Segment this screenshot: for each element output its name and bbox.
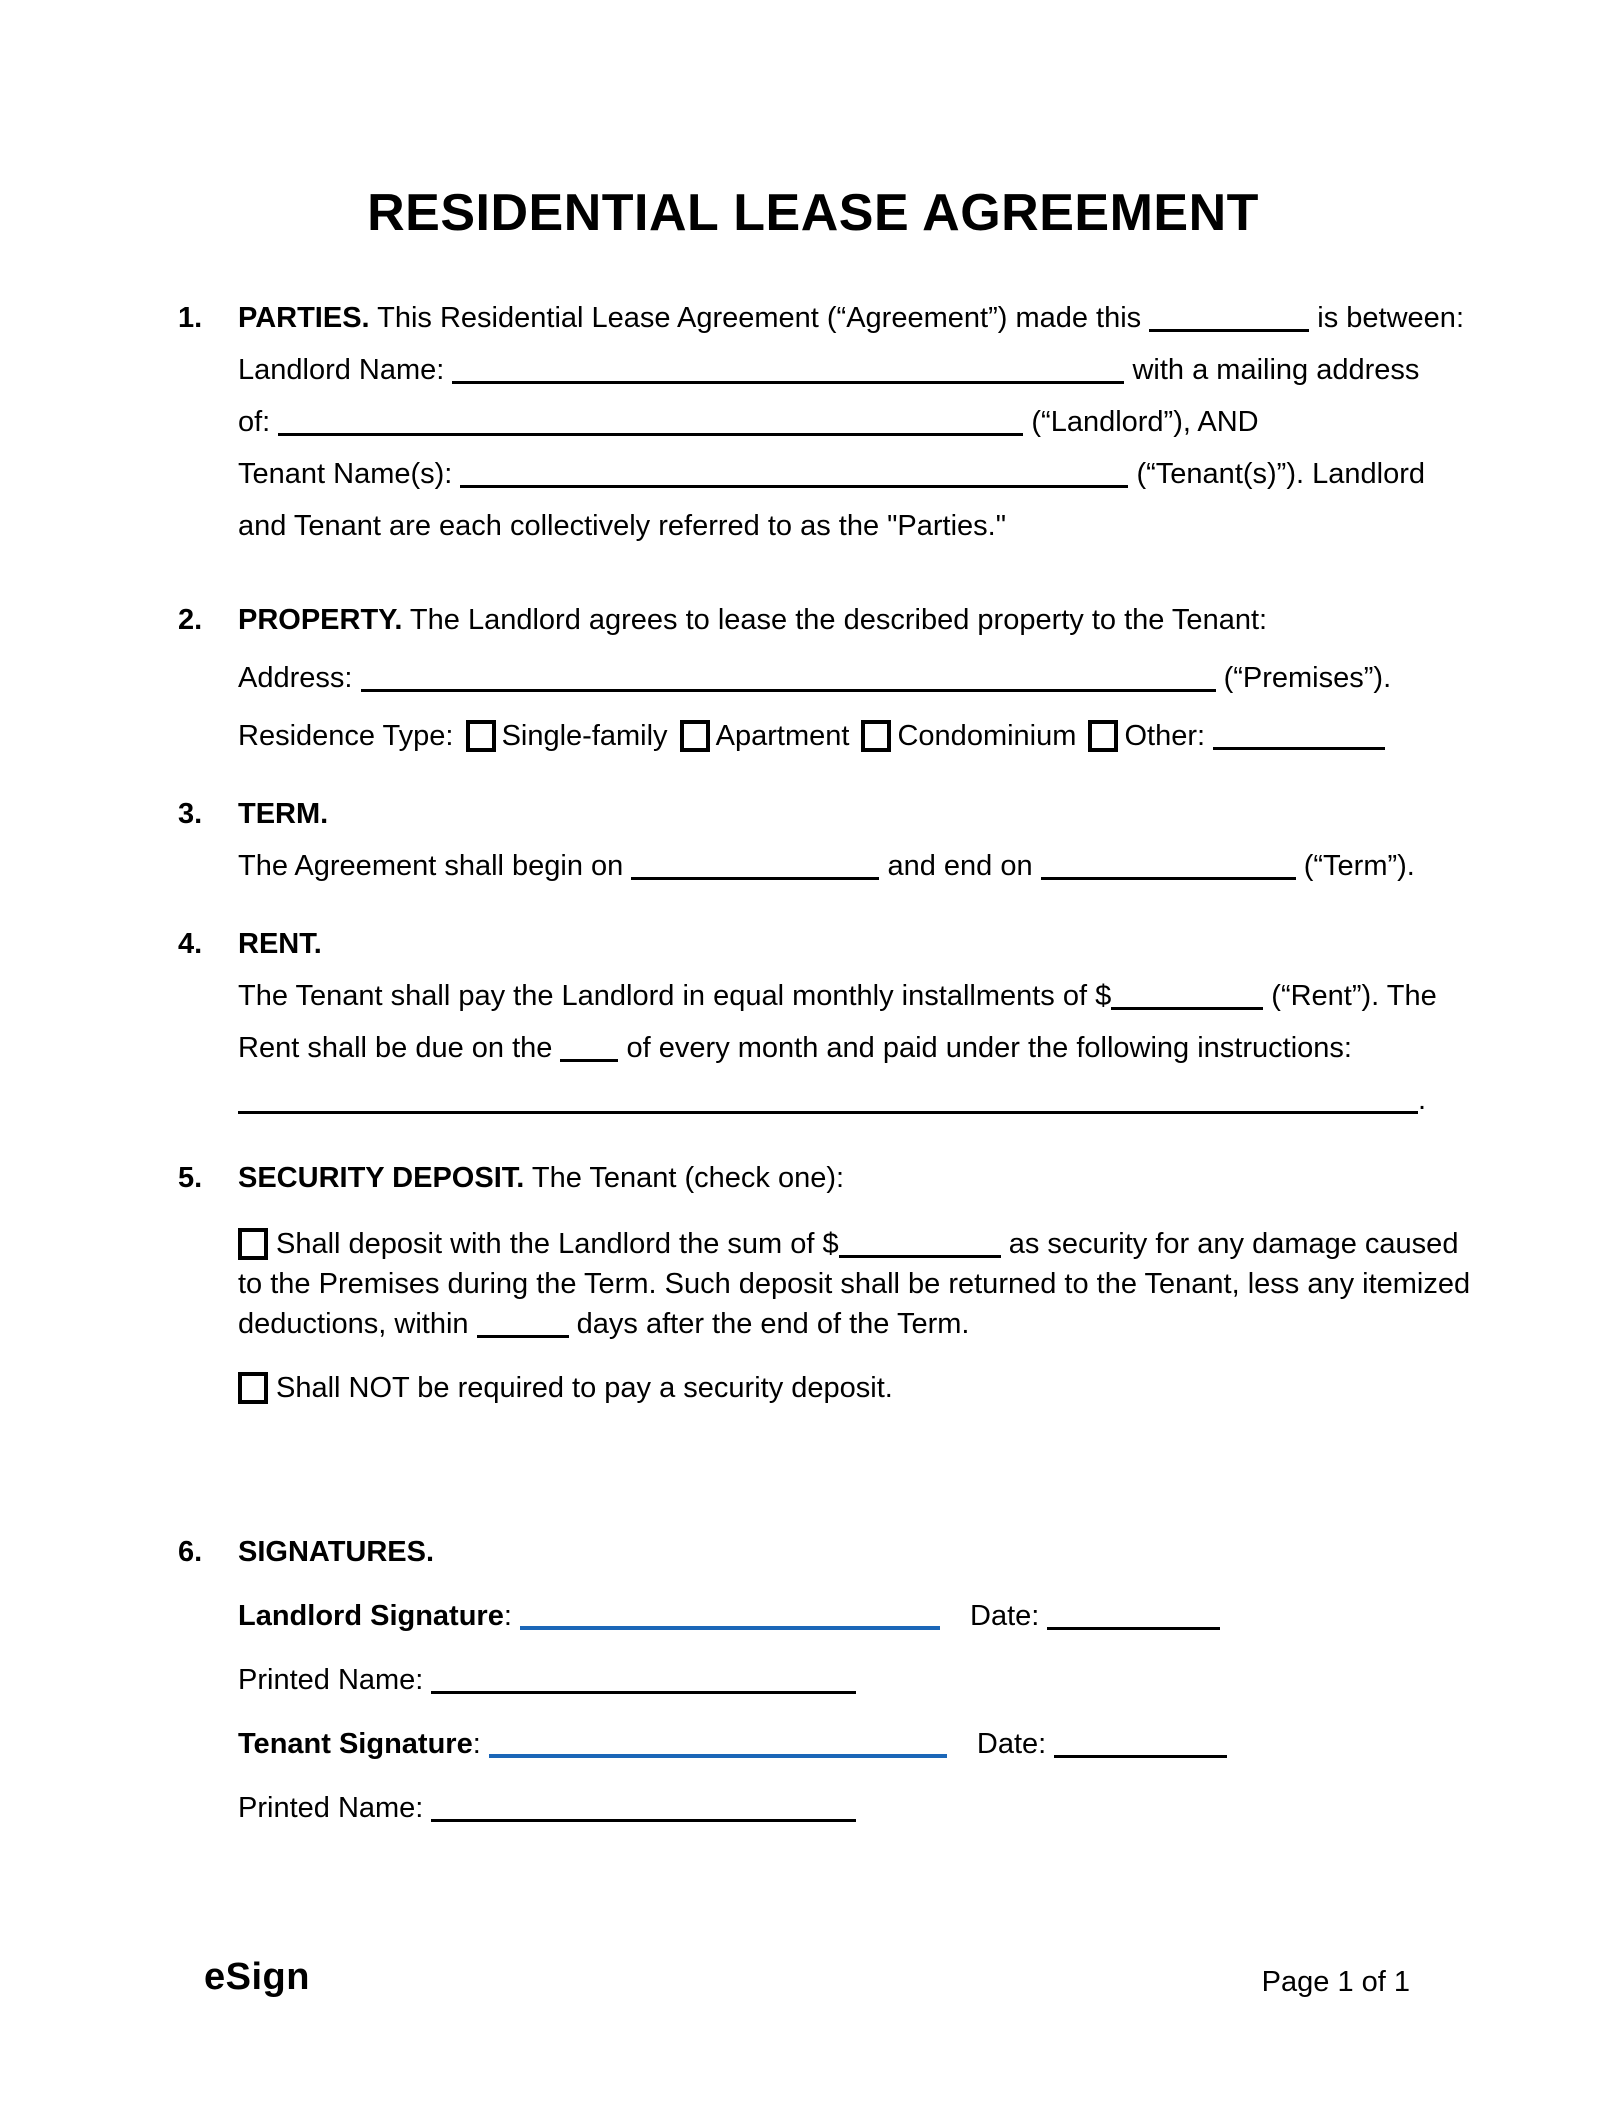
section-number: 1. [178,302,203,334]
landlord-address-suffix: (“Landlord”), AND [1031,406,1259,438]
parties-line-2 [238,344,1448,396]
parties-line-4 [238,448,1448,500]
tenant-signature-line[interactable] [489,1754,947,1758]
checkbox-other[interactable] [1088,720,1118,752]
section-heading: SIGNATURES. [238,1536,435,1568]
blank-tenant-names[interactable] [460,485,1128,488]
rent-due-line [238,1022,1448,1074]
blank-residence-other[interactable] [1213,747,1385,750]
section-number: 2. [178,604,203,636]
deposit-text-3: to the Premises during the Term. Such deposit shall be returned to the Tenant, less any itemized [238,1268,1471,1300]
blank-tenant-date[interactable] [1054,1755,1227,1758]
tenant-names-label: Tenant Name(s): [238,458,453,490]
blank-property-address[interactable] [361,689,1216,692]
blank-tenant-printed-name[interactable] [431,1819,856,1822]
property-intro-text: The Landlord agrees to lease the described property to the Tenant: [409,604,1268,636]
option-label-single-family: Single-family [501,720,668,752]
deposit-option-line-2 [238,1264,1471,1304]
checkbox-apartment[interactable] [680,720,710,752]
tenant-printed-label: Printed Name: [238,1792,424,1824]
checkbox-condominium[interactable] [861,720,891,752]
section-heading: RENT. [238,928,322,960]
security-intro-text: The Tenant (check one): [531,1162,845,1194]
section-term [178,788,1448,892]
rent-due-text: Rent shall be due on the [238,1032,553,1064]
blank-deposit-return-days[interactable] [477,1335,569,1338]
checkbox-deposit-required[interactable] [238,1228,268,1260]
section-heading: PARTIES. [238,302,370,334]
checkbox-single-family[interactable] [466,720,496,752]
landlord-name-suffix: with a mailing address [1132,354,1420,386]
blank-agreement-date[interactable] [1149,329,1309,332]
option-label-condominium: Condominium [897,720,1077,752]
label-colon: : [503,1600,512,1632]
esign-logo: eSign [204,1956,310,1998]
landlord-printed-name-row [238,1654,1448,1706]
tenant-signature-row [238,1718,1448,1770]
parties-intro-text: This Residential Lease Agreement (“Agreement”) made this [377,302,1142,334]
section-heading: PROPERTY. [238,604,403,636]
section-number: 5. [178,1162,203,1194]
parties-line-3 [238,396,1448,448]
deposit-text-4: deductions, within [238,1308,469,1340]
blank-term-start-date[interactable] [631,877,879,880]
rent-heading-line [238,918,1448,970]
blank-landlord-address[interactable] [278,433,1023,436]
address-label: Address: [238,662,353,694]
parties-intro-tail: is between: [1317,302,1464,334]
property-heading-line [238,594,1448,646]
rent-amount-suffix: (“Rent”). The [1271,980,1437,1012]
option-label-apartment: Apartment [715,720,850,752]
option-label-other: Other: [1124,720,1206,752]
tenant-names-suffix: (“Tenant(s)”). Landlord [1136,458,1425,490]
section-heading: SECURITY DEPOSIT. [238,1162,525,1194]
landlord-signature-row [238,1590,1448,1642]
section-security-deposit [178,1152,1471,1408]
residence-type-line [238,710,1448,762]
deposit-option-line-1 [238,1224,1459,1264]
section-property [178,594,1448,762]
blank-deposit-amount[interactable] [839,1255,1001,1258]
deposit-option-required [238,1224,1471,1344]
label-colon: : [472,1728,481,1760]
parties-line-5 [238,500,1448,552]
footer-page-number: Page 1 of 1 [1261,1966,1410,1998]
deposit-text-5: days after the end of the Term. [576,1308,970,1340]
section-heading: TERM. [238,798,329,830]
term-suffix: (“Term”). [1303,850,1415,882]
term-begin-text: The Agreement shall begin on [238,850,624,882]
term-dates-line [238,840,1448,892]
section-signatures [178,1526,1448,1834]
tenant-printed-name-row [238,1782,1448,1834]
deposit-option-line-3 [238,1304,1448,1344]
deposit-text-1: Shall deposit with the Landlord the sum of $ [276,1228,839,1260]
deposit-text-2: as security for any damage caused [1008,1228,1459,1260]
blank-landlord-name[interactable] [452,381,1124,384]
landlord-printed-label: Printed Name: [238,1664,424,1696]
landlord-signature-line[interactable] [520,1626,940,1630]
rent-amount-text: The Tenant shall pay the Landlord in equal monthly installments of $ [238,980,1112,1012]
instructions-period: . [1418,1084,1427,1116]
blank-rent-amount[interactable] [1111,1007,1263,1010]
deposit-option-none [238,1368,1448,1408]
term-heading-line [238,788,1448,840]
parties-closing-text: and Tenant are each collectively referred to as the "Parties." [238,510,1007,542]
landlord-address-label: of: [238,406,271,438]
section-number: 6. [178,1536,203,1568]
blank-payment-instructions[interactable] [238,1111,1418,1114]
rent-instructions-line [238,1074,1448,1126]
tenant-date-label: Date: [976,1728,1047,1760]
security-heading-line [238,1152,1448,1204]
landlord-date-label: Date: [970,1600,1040,1632]
rent-due-suffix: of every month and paid under the following instructions: [626,1032,1352,1064]
tenant-signature-label: Tenant Signature [238,1728,473,1760]
term-end-text: and end on [887,850,1033,882]
section-number: 3. [178,798,203,830]
checkbox-no-deposit[interactable] [238,1372,268,1404]
blank-term-end-date[interactable] [1041,877,1296,880]
blank-landlord-date[interactable] [1047,1627,1220,1630]
landlord-name-label: Landlord Name: [238,354,445,386]
rent-amount-line [238,970,1448,1022]
parties-line-1 [238,292,1464,344]
blank-rent-due-day[interactable] [560,1059,618,1062]
property-address-line [238,652,1448,704]
page-title: RESIDENTIAL LEASE AGREEMENT [367,184,1259,242]
section-parties [178,292,1464,552]
residence-type-label: Residence Type: [238,720,454,752]
landlord-signature-label: Landlord Signature [238,1600,504,1632]
section-rent [178,918,1448,1126]
section-number: 4. [178,928,203,960]
address-suffix: (“Premises”). [1223,662,1392,694]
signatures-heading-line [238,1526,1448,1578]
blank-landlord-printed-name[interactable] [431,1691,856,1694]
no-deposit-text: Shall NOT be required to pay a security deposit. [276,1372,893,1404]
